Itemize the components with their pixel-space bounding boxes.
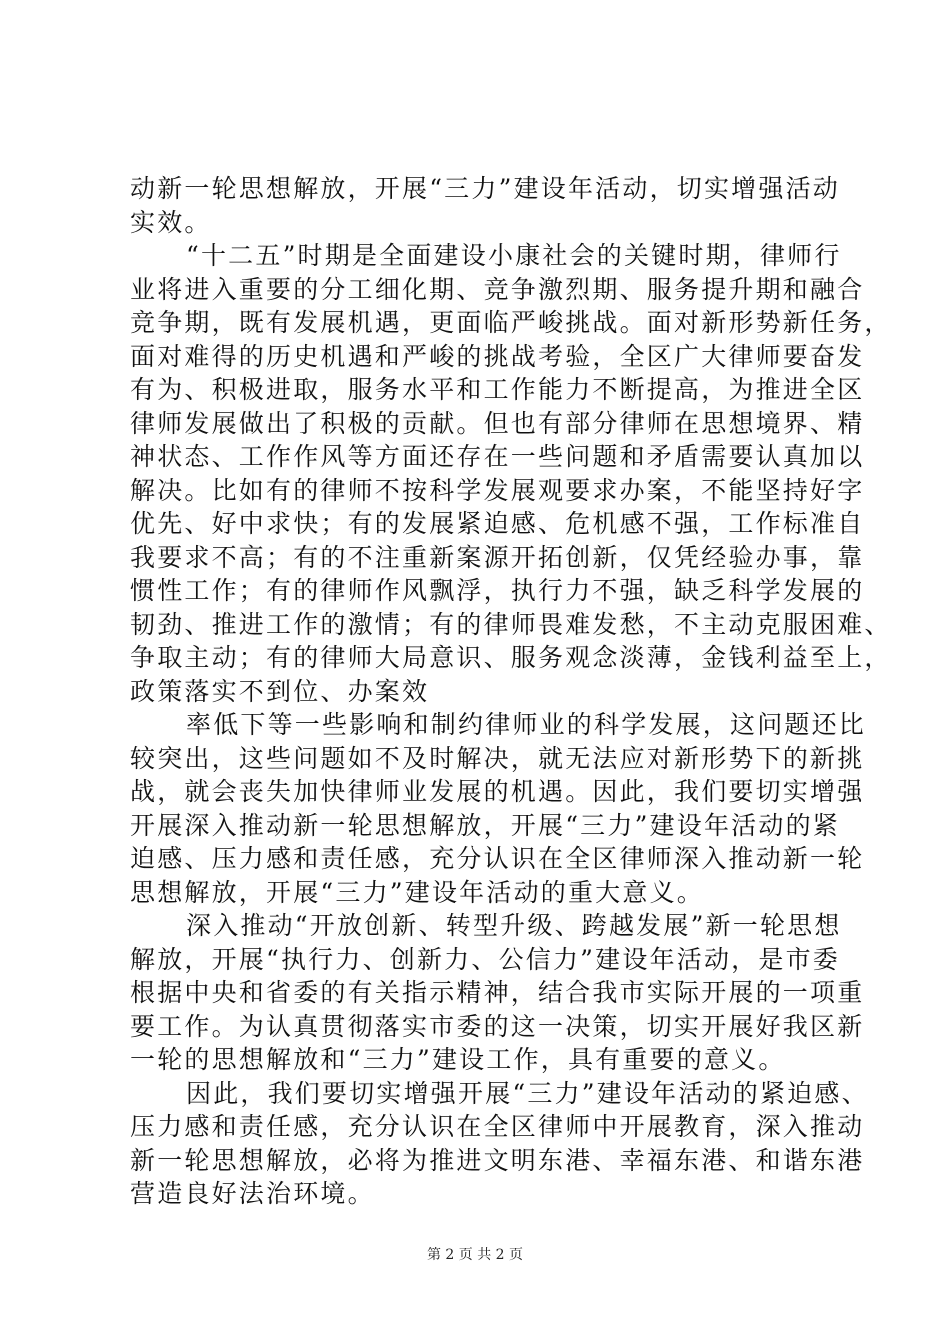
text-line: 神状态、工作作风等方面还存在一些问题和矛盾需要认真加以 (130, 442, 865, 471)
text-line: 一轮的思想解放和“三力”建设工作，具有重要的意义。 (130, 1045, 786, 1074)
text-line: 我要求不高；有的不注重新案源开拓创新，仅凭经验办事，靠 (130, 542, 865, 572)
page-number-footer: 第 2 页 共 2 页 (426, 1247, 524, 1263)
text-line: 因此，我们要切实增强开展“三力”建设年活动的紧迫感、 (186, 1078, 869, 1108)
text-line: 韧劲、推进工作的激情；有的律师畏难发愁，不主动克服困难、 (130, 609, 892, 639)
text-line: 律师发展做出了积极的贡献。但也有部分律师在思想境界、精 (130, 408, 865, 438)
text-line: 解决。比如有的律师不按科学发展观要求办案，不能坚持好字 (130, 475, 865, 505)
text-line: 业将进入重要的分工细化期、竞争激烈期、服务提升期和融合 (130, 274, 865, 304)
text-line: 动新一轮思想解放，开展“三力”建设年活动，切实增强活动 (130, 174, 840, 203)
text-line: 争取主动；有的律师大局意识、服务观念淡薄，金钱利益至上， (130, 643, 892, 672)
text-line: 惯性工作；有的律师作风飘浮，执行力不强，缺乏科学发展的 (130, 576, 865, 605)
text-line: 要工作。为认真贯彻落实市委的这一决策，切实开展好我区新 (130, 1011, 865, 1041)
text-line: “十二五”时期是全面建设小康社会的关键时期，律师行 (186, 241, 842, 270)
text-line: 较突出，这些问题如不及时解决，就无法应对新形势下的新挑 (130, 743, 865, 773)
text-line: 解放，开展“执行力、创新力、公信力”建设年活动，是市委 (130, 944, 840, 974)
text-line: 深入推动“开放创新、转型升级、跨越发展”新一轮思想 (186, 911, 842, 940)
document-body (130, 172, 892, 1211)
text-line: 根据中央和省委的有关指示精神，结合我市实际开展的一项重 (130, 978, 865, 1007)
text-line: 战，就会丧失加快律师业发展的机遇。因此，我们要切实增强 (130, 777, 865, 806)
text-line: 开展深入推动新一轮思想解放，开展“三力”建设年活动的紧 (130, 810, 840, 840)
text-line: 率低下等一些影响和制约律师业的科学发展，这问题还比 (186, 710, 867, 739)
text-line: 压力感和责任感，充分认识在全区律师中开展教育，深入推动 (130, 1112, 865, 1141)
text-line: 面对难得的历史机遇和严峻的挑战考验，全区广大律师要奋发 (130, 341, 865, 371)
text-line: 政策落实不到位、办案效 (130, 676, 430, 706)
text-line: 实效。 (130, 207, 212, 237)
text-line: 思想解放，开展“三力”建设年活动的重大意义。 (130, 877, 704, 907)
text-line: 迫感、压力感和责任感，充分认识在全区律师深入推动新一轮 (130, 844, 865, 873)
text-line: 新一轮思想解放，必将为推进文明东港、幸福东港、和谐东港 (130, 1145, 865, 1175)
text-line: 有为、积极进取，服务水平和工作能力不断提高，为推进全区 (130, 375, 865, 404)
text-line: 竞争期，既有发展机遇，更面临严峻挑战。面对新形势新任务， (130, 308, 892, 337)
text-line: 优先、好中求快；有的发展紧迫感、危机感不强，工作标准自 (130, 509, 865, 538)
text-line: 营造良好法治环境。 (130, 1179, 375, 1208)
